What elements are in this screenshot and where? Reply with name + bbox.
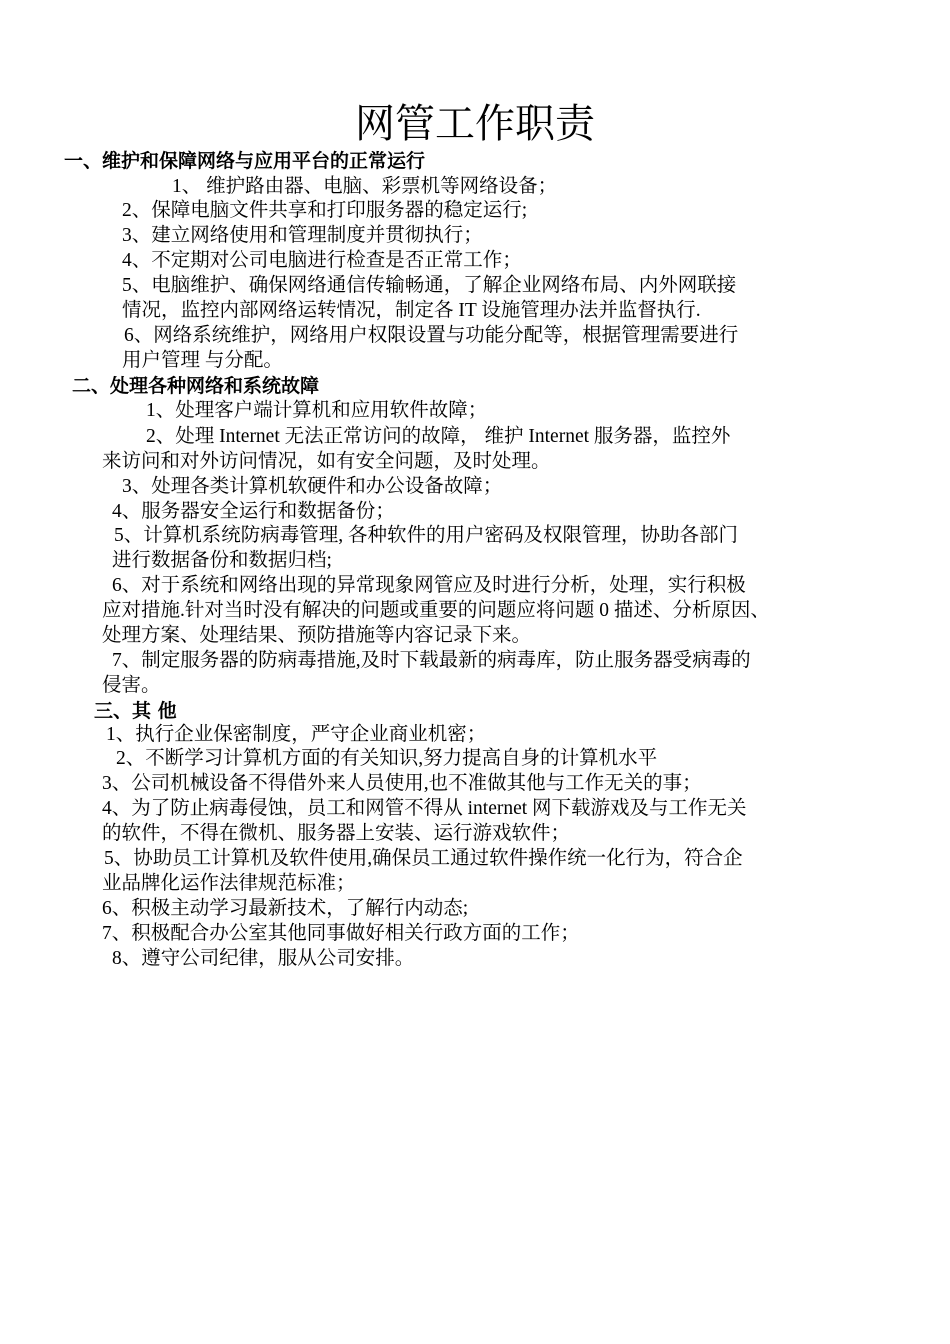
- section-3-item-5: 5、协助员工计算机及软件使用,确保员工通过软件操作统一化行为，符合企: [104, 848, 743, 869]
- section-2-item-6-cont-1: 应对措施.针对当时没有解决的问题或重要的问题应将问题 0 描述、分析原因、: [102, 600, 770, 621]
- section-1-item-5-cont: 情况，监控内部网络运转情况，制定各 IT 设施管理办法并监督执行.: [122, 300, 701, 321]
- section-3-item-5-cont: 业品牌化运作法律规范标准；: [102, 873, 356, 894]
- section-heading-2: 二、处理各种网络和系统故障: [72, 375, 320, 397]
- section-3-item-8: 8、遵守公司纪律，服从公司安排。: [112, 948, 415, 969]
- section-2-item-4: 4、服务器安全运行和数据备份；: [112, 501, 395, 522]
- section-3-item-4-cont: 的软件，不得在微机、服务器上安装、运行游戏软件；: [102, 823, 571, 844]
- section-1-item-4: 4、不定期对公司电脑进行检查是否正常工作；: [122, 250, 522, 271]
- document-title: 网管工作职责: [355, 101, 595, 147]
- section-1-item-1: 1、 维护路由器、电脑、彩票机等网络设备；: [172, 176, 558, 197]
- section-2-item-5: 5、计算机系统防病毒管理, 各种软件的用户密码及权限管理，协助各部门: [114, 525, 739, 546]
- section-heading-3: 三、其 他: [94, 700, 177, 722]
- section-2-item-3: 3、处理各类计算机软硬件和办公设备故障；: [122, 476, 503, 497]
- section-2-item-1: 1、处理客户端计算机和应用软件故障；: [146, 400, 488, 421]
- section-1-item-5: 5、电脑维护、确保网络通信传输畅通，了解企业网络布局、内外网联接: [122, 275, 737, 296]
- section-3-item-4: 4、为了防止病毒侵蚀，员工和网管不得从 internet 网下载游戏及与工作无关: [102, 798, 747, 819]
- section-heading-1: 一、维护和保障网络与应用平台的正常运行: [64, 150, 426, 172]
- section-2-item-5-cont: 进行数据备份和数据归档;: [112, 550, 332, 571]
- section-2-item-7-cont: 侵害。: [102, 675, 161, 696]
- section-2-item-7: 7、制定服务器的防病毒措施,及时下载最新的病毒库，防止服务器受病毒的: [112, 650, 751, 671]
- section-1-item-6: 6、网络系统维护，网络用户权限设置与功能分配等，根据管理需要进行: [124, 325, 739, 346]
- section-1-item-6-cont: 用户管理 与分配。: [122, 350, 283, 371]
- section-2-item-2: 2、处理 Internet 无法正常访问的故障， 维护 Internet 服务器，监控外: [146, 426, 731, 447]
- section-2-item-6: 6、对于系统和网络出现的异常现象网管应及时进行分析，处理，实行积极: [112, 575, 746, 596]
- section-3-item-2: 2、不断学习计算机方面的有关知识,努力提高自身的计算机水平: [116, 748, 658, 769]
- section-3-item-7: 7、积极配合办公室其他同事做好相关行政方面的工作；: [102, 923, 580, 944]
- section-1-item-2: 2、保障电脑文件共享和打印服务器的稳定运行;: [122, 200, 528, 221]
- section-2-item-2-cont: 来访问和对外访问情况，如有安全问题，及时处理。: [102, 451, 551, 472]
- section-3-item-6: 6、积极主动学习最新技术，了解行内动态;: [102, 898, 469, 919]
- section-3-item-3: 3、公司机械设备不得借外来人员使用,也不准做其他与工作无关的事；: [102, 773, 702, 794]
- section-3-item-1: 1、执行企业保密制度，严守企业商业机密；: [106, 724, 487, 745]
- section-2-item-6-cont-2: 处理方案、处理结果、预防措施等内容记录下来。: [102, 625, 532, 646]
- section-1-item-3: 3、建立网络使用和管理制度并贯彻执行；: [122, 225, 483, 246]
